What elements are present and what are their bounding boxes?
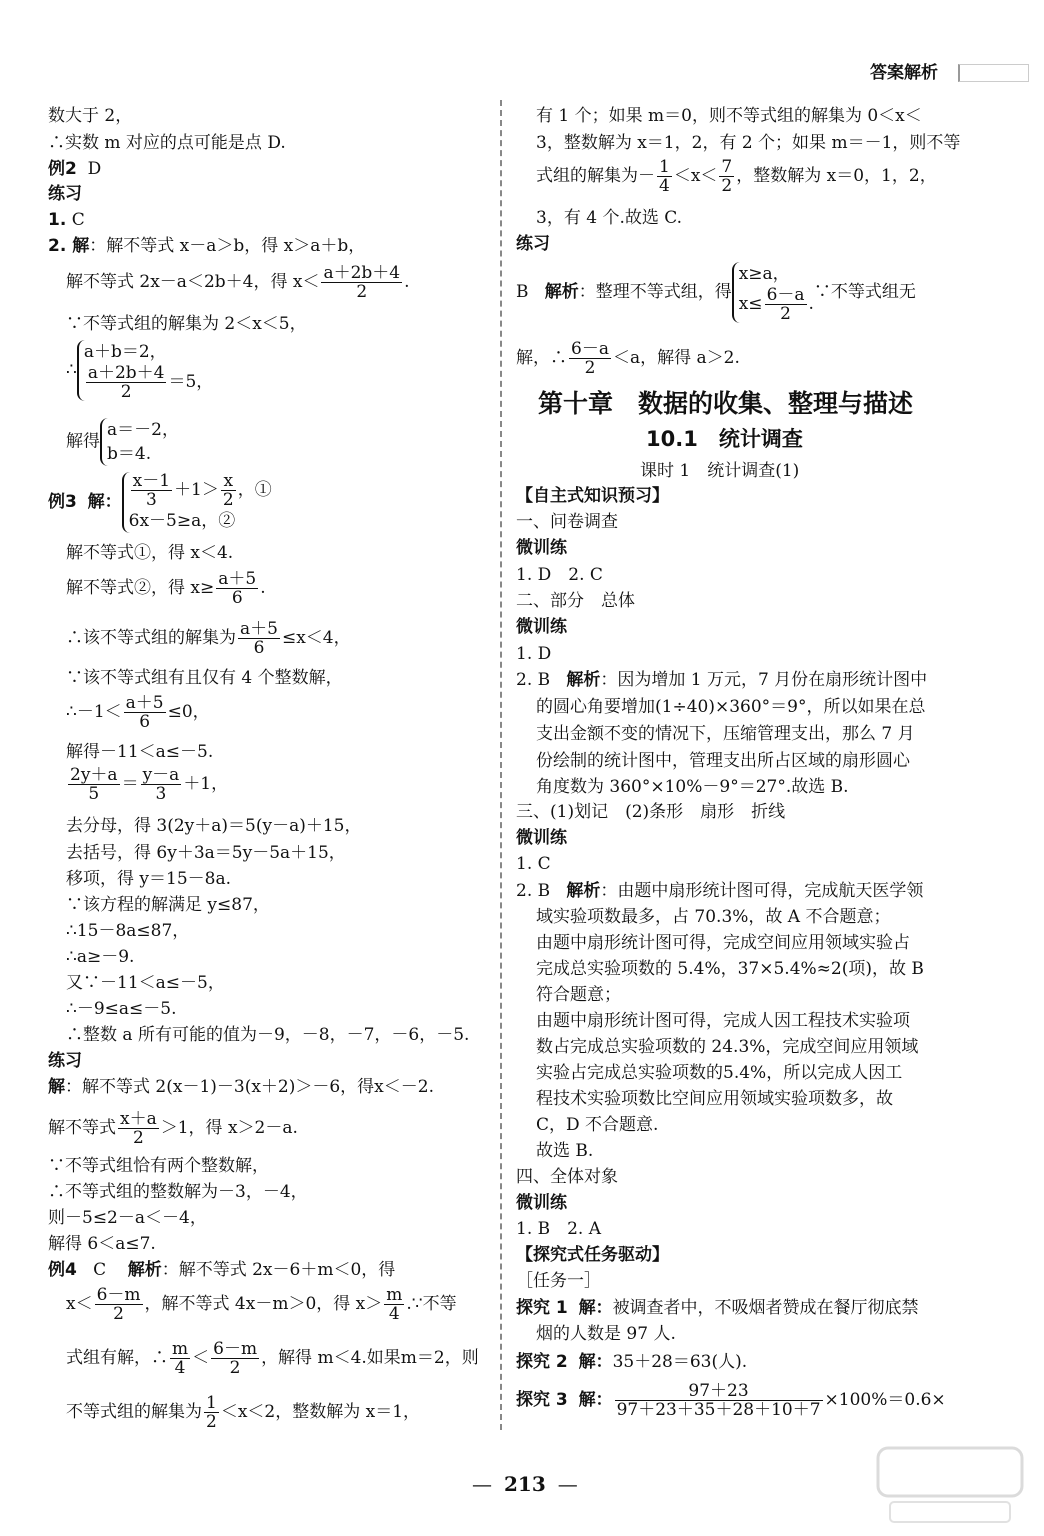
text: ，整数解为 x＝0，1，2， xyxy=(736,166,937,186)
inequality-system xyxy=(732,262,814,323)
text-line: ∴－9≤a≤－5. xyxy=(66,999,177,1019)
math-line xyxy=(66,1340,479,1377)
denominator: 2 xyxy=(113,1304,124,1324)
text: ∵不等式组无 xyxy=(813,282,916,302)
explore-label: 探究 3 xyxy=(516,1390,568,1410)
practice-heading: 练习 xyxy=(48,1051,82,1071)
example-2 xyxy=(48,159,101,179)
numerator: 6－a xyxy=(766,285,805,305)
text-line: 移项，得 y＝15－8a. xyxy=(66,869,231,889)
solution-label: 解 xyxy=(48,1077,65,1097)
header-title: 答案解析 xyxy=(870,63,938,83)
text: 式组有解，∴ xyxy=(66,1348,168,1368)
subsection: 一、问卷调查 xyxy=(516,512,618,532)
denominator: 97＋23＋35＋28＋10＋7 xyxy=(616,1400,821,1420)
text: ＋1， xyxy=(183,774,229,794)
text: ∴该不等式组的解集为 xyxy=(66,628,236,648)
text-line: 数大于 2， xyxy=(48,106,133,126)
math-line xyxy=(66,694,210,731)
text: ≤x＜4， xyxy=(281,628,351,648)
denominator: 5 xyxy=(88,784,100,804)
text: ＞1，得 x＞2－a. xyxy=(160,1118,298,1138)
fraction xyxy=(384,1286,404,1323)
example-label: 例2 xyxy=(48,159,77,179)
analysis-label: 解析 xyxy=(566,670,601,690)
fraction xyxy=(238,620,280,657)
lesson-title: 课时 1 统计调查(1) xyxy=(640,461,800,481)
header-decoration xyxy=(958,64,1029,82)
solution-label: 解： xyxy=(578,1390,613,1410)
numerator: a＋2b＋4 xyxy=(87,363,165,383)
numerator: x xyxy=(221,472,236,491)
subsection: 二、部分 总体 xyxy=(516,591,635,611)
text: 解不等式 xyxy=(48,1118,116,1138)
math-line xyxy=(536,158,937,195)
system-line xyxy=(66,418,179,466)
numerator: m xyxy=(172,1339,189,1359)
subsection: 三、(1)划记 (2)条形 扇形 折线 xyxy=(516,802,786,822)
numerator: 97＋23 xyxy=(615,1382,823,1401)
text: ＜ xyxy=(192,1348,210,1368)
fraction xyxy=(765,286,807,323)
text-line: 符合题意； xyxy=(536,985,621,1005)
drill-heading: 微训练 xyxy=(516,1193,567,1213)
fraction xyxy=(657,158,672,195)
text: ×100%＝0.6× xyxy=(824,1390,946,1410)
explore-label: 探究 2 xyxy=(516,1352,568,1372)
numerator: 2y＋a xyxy=(70,765,118,785)
denominator: 2 xyxy=(120,382,132,402)
answer: B xyxy=(516,282,529,302)
solution-line xyxy=(48,1077,434,1097)
text-line: ∴15－8a≤87， xyxy=(66,921,190,941)
text: 35＋28＝63(人). xyxy=(612,1352,748,1372)
text-line: 完成总实验项数的 5.4%，37×5.4%≈2(项)，故 B xyxy=(536,959,924,979)
text: ≤0， xyxy=(167,702,210,722)
explore-1 xyxy=(516,1298,919,1318)
text: 解不等式 2x－a＜2b＋4，得 x＜ xyxy=(66,272,320,292)
text-line: ∵不等式组恰有两个整数解， xyxy=(48,1156,269,1176)
drill-heading: 微训练 xyxy=(516,617,567,637)
text: 不等式组的解集为 xyxy=(66,1402,202,1422)
text-line: 域实验项数最多，占 70.3%，故 A 不合题意； xyxy=(536,907,891,927)
equation-system xyxy=(77,340,213,401)
text: ：解不等式 2(x－1)－3(x＋2)＞－6，得x＜－2. xyxy=(65,1077,434,1097)
text-line: ∴a≥－9. xyxy=(66,947,135,967)
example-label: 例3 xyxy=(48,492,77,512)
section-title: 10.1 统计调查 xyxy=(646,427,803,451)
text-line: 由题中扇形统计图可得，完成人因工程技术实验项 xyxy=(536,1011,910,1031)
text: 解，∴ xyxy=(516,348,567,368)
numerator: m xyxy=(386,1285,403,1305)
text-line: ∵不等式组的解集为 2＜x＜5， xyxy=(66,314,307,334)
math-line xyxy=(66,620,351,657)
drill-heading: 微训练 xyxy=(516,828,567,848)
chapter-title: 第十章 数据的收集、整理与描述 xyxy=(538,389,914,418)
text: ＋1＞ xyxy=(174,480,219,500)
text-line: 3，有 4 个.故选 C. xyxy=(536,208,683,228)
denominator: 2 xyxy=(721,176,733,196)
math-line xyxy=(66,570,266,607)
answer-line xyxy=(48,210,85,230)
fraction xyxy=(615,1382,823,1419)
page-number-value: 213 xyxy=(504,1472,546,1496)
text: x＜ xyxy=(66,1294,93,1314)
text: ，① xyxy=(237,480,272,500)
text: ：解不等式 x－a＞b，得 x＞a＋b， xyxy=(89,236,366,256)
fraction xyxy=(221,472,236,509)
analysis-label: 解析 xyxy=(544,282,579,302)
denominator: 4 xyxy=(174,1358,186,1378)
text-line: 解不等式①，得 x＜4. xyxy=(66,543,234,563)
drill-heading: 微训练 xyxy=(516,538,567,558)
subsection: 四、全体对象 xyxy=(516,1167,618,1187)
answer-line: 1. D 2. C xyxy=(516,565,603,585)
denominator: 3 xyxy=(155,784,167,804)
analysis-label: 解析 xyxy=(127,1260,162,1280)
text-line: 去分母，得 3(2y＋a)＝5(y－a)＋15， xyxy=(66,816,362,836)
numerator: 7 xyxy=(721,157,733,177)
text-line: 数占完成总实验项数的 24.3%，完成空间应用领域 xyxy=(536,1037,919,1057)
text-line: 份绘制的统计图中，管理支出所占区域的扇形圆心 xyxy=(536,751,910,771)
text-line: ∵该不等式组有且仅有 4 个整数解， xyxy=(66,668,343,688)
text-line: 去括号，得 6y＋3a＝5y－5a＋15， xyxy=(66,843,346,863)
text-line: 解得 6＜a≤7. xyxy=(48,1234,156,1254)
fraction xyxy=(719,158,734,195)
text: . xyxy=(404,272,410,292)
equation: a＋b＝2， xyxy=(83,342,167,362)
text: . xyxy=(808,294,814,314)
numerator: a＋5 xyxy=(125,693,164,713)
numerator: x＋a xyxy=(120,1109,157,1129)
fraction xyxy=(204,1394,219,1431)
example-3 xyxy=(48,472,272,533)
denominator: 2 xyxy=(206,1412,217,1432)
fraction xyxy=(216,570,258,607)
fraction xyxy=(118,1110,159,1147)
text-line: 解得－11＜a≤－5. xyxy=(66,742,214,762)
answer-line xyxy=(516,670,927,690)
text-line: ∴实数 m 对应的点可能是点 D. xyxy=(48,133,286,153)
answer: C xyxy=(71,210,85,230)
numerator: 6－m xyxy=(213,1339,258,1359)
section-heading: 【自主式知识预习】 xyxy=(516,486,669,506)
solution-label: 解： xyxy=(578,1298,613,1318)
solution-label: 2. 解 xyxy=(48,236,90,256)
therefore: ∴ xyxy=(66,360,77,380)
answer-line: 1. C xyxy=(516,854,551,874)
fraction xyxy=(141,766,182,803)
text: ：整理不等式组，得 xyxy=(578,282,732,302)
text-line: 实验占完成总实验项数的5.4%，所以完成人因工 xyxy=(536,1063,903,1083)
math-line xyxy=(48,1110,298,1147)
answer-line: 1. B 2. A xyxy=(516,1219,602,1239)
practice-heading: 练习 xyxy=(48,184,82,204)
practice-heading: 练习 xyxy=(516,234,550,254)
numerator: 6－a xyxy=(571,339,609,359)
equation-line xyxy=(66,766,228,803)
text: ＜x＜2，整数解为 x＝1， xyxy=(220,1402,421,1422)
denominator: 6 xyxy=(253,638,265,658)
text: .∵不等 xyxy=(406,1294,457,1314)
math-line xyxy=(66,264,410,301)
numerator: y－a xyxy=(142,765,180,785)
text-line: ∵该方程的解满足 y≤87， xyxy=(66,895,270,915)
numerator: a＋2b＋4 xyxy=(323,263,401,283)
text-line: 有 1 个；如果 m＝0，则不等式组的解集为 0＜x＜ xyxy=(536,106,922,126)
fraction xyxy=(86,364,167,401)
numerator: 1 xyxy=(206,1393,217,1413)
text: ：因为增加 1 万元，7 月份在扇形统计图中 xyxy=(600,670,928,690)
text-line: ∴整数 a 所有可能的值为－9，－8，－7，－6，－5. xyxy=(66,1025,470,1045)
answer: D xyxy=(87,159,102,179)
text-line: 则－5≤2－a＜－4， xyxy=(48,1208,207,1228)
text: 式组的解集为－ xyxy=(536,166,655,186)
text: 解得 xyxy=(66,431,100,452)
text-line: C，D 不合题意. xyxy=(536,1115,659,1135)
numerator: 1 xyxy=(659,157,670,177)
fraction xyxy=(124,694,166,731)
page-number: — 213 — xyxy=(472,1472,578,1496)
text-line: 3，整数解为 x＝1，2，有 2 个；如果 m＝－1，则不等 xyxy=(536,133,961,153)
denominator: 2 xyxy=(229,1358,241,1378)
denominator: 3 xyxy=(145,490,157,510)
explore-2 xyxy=(516,1352,747,1372)
text: ＝ xyxy=(121,774,139,794)
text-line: 由题中扇形统计图可得，完成空间应用领域实验占 xyxy=(536,933,910,953)
example-4 xyxy=(48,1260,395,1280)
text-line: 支出金额不变的情况下，压缩管理支出，那么 7 月 xyxy=(536,724,915,744)
text-line: 角度数为 360°×10%－9°＝27°.故选 B. xyxy=(536,777,849,797)
numerator: a＋5 xyxy=(218,569,257,589)
denominator: 2 xyxy=(132,1128,144,1148)
section-heading: 【探究式任务驱动】 xyxy=(516,1245,669,1265)
explore-3 xyxy=(516,1382,946,1419)
item-number: 1. xyxy=(48,210,67,230)
denominator: 2 xyxy=(584,358,596,378)
fraction xyxy=(131,472,172,509)
solution-label: 解： xyxy=(87,492,122,512)
system-line xyxy=(66,340,213,401)
denominator: 4 xyxy=(659,176,670,196)
denominator: 2 xyxy=(222,490,234,510)
fraction xyxy=(170,1340,190,1377)
text-line: ∴不等式组的整数解为－3，－4， xyxy=(48,1182,308,1202)
denominator: 6 xyxy=(231,588,243,608)
inequality: 6x－5≥a，② xyxy=(128,511,236,531)
text-line: 的圆心角要增加(1÷40)×360°＝9°，所以如果在总 xyxy=(536,697,926,717)
text: . xyxy=(260,578,266,598)
text: ＜a，解得 a＞2. xyxy=(612,348,740,368)
numerator: a＋5 xyxy=(240,619,278,639)
solution-label: 解： xyxy=(578,1352,613,1372)
answer: 2. B xyxy=(516,881,551,901)
fraction xyxy=(68,766,120,803)
answer: C xyxy=(93,1260,107,1280)
equation-system xyxy=(100,418,179,466)
text-line: 烟的人数是 97 人. xyxy=(536,1324,676,1344)
numerator: x－1 xyxy=(132,471,171,491)
task-heading: ［任务一］ xyxy=(516,1271,601,1291)
fraction xyxy=(569,340,611,377)
fraction xyxy=(95,1286,143,1323)
denominator: 2 xyxy=(780,304,791,324)
inequality-system xyxy=(122,472,272,533)
text-line: 故选 B. xyxy=(536,1141,594,1161)
fraction xyxy=(211,1340,259,1377)
text-line: 又∵－11＜a≤－5， xyxy=(66,973,225,993)
analysis-label: 解析 xyxy=(566,881,601,901)
text-line: 程技术实验项数比空间应用领域实验项数多，故 xyxy=(536,1089,893,1109)
equation: b＝4. xyxy=(107,444,152,464)
solution-line xyxy=(48,236,365,256)
text: ：由题中扇形统计图可得，完成航天医学领 xyxy=(600,881,924,901)
text: x≤ xyxy=(738,294,763,314)
fraction xyxy=(321,264,402,301)
math-line xyxy=(66,1394,420,1431)
text: ＜x＜ xyxy=(673,166,718,186)
answer-line: 1. D xyxy=(516,644,552,664)
numerator: 6－m xyxy=(96,1285,141,1305)
inequality: x≥a， xyxy=(738,264,790,284)
denominator: 6 xyxy=(139,712,151,732)
equation: ＝5， xyxy=(168,372,214,392)
math-line xyxy=(66,1286,457,1323)
answer-line xyxy=(516,881,923,901)
explore-label: 探究 1 xyxy=(516,1298,568,1318)
text: ：解不等式 2x－6＋m＜0，得 xyxy=(161,1260,396,1280)
text: ，解得 m＜4.如果m＝2，则 xyxy=(261,1348,479,1368)
text: 解不等式②，得 x≥ xyxy=(66,578,215,598)
example-label: 例4 xyxy=(48,1260,77,1280)
answer: 2. B xyxy=(516,670,551,690)
watermark-logo xyxy=(870,1440,1030,1530)
column-divider xyxy=(500,100,502,1430)
text: ∴－1＜ xyxy=(66,702,122,722)
equation: a＝－2， xyxy=(107,420,179,440)
text: ，解不等式 4x－m＞0，得 x＞ xyxy=(144,1294,383,1314)
answer-line xyxy=(516,262,916,323)
text: 被调查者中，不吸烟者赞成在餐厅彻底禁 xyxy=(612,1298,919,1318)
math-line xyxy=(516,340,740,377)
denominator: 2 xyxy=(356,282,368,302)
denominator: 4 xyxy=(388,1304,400,1324)
